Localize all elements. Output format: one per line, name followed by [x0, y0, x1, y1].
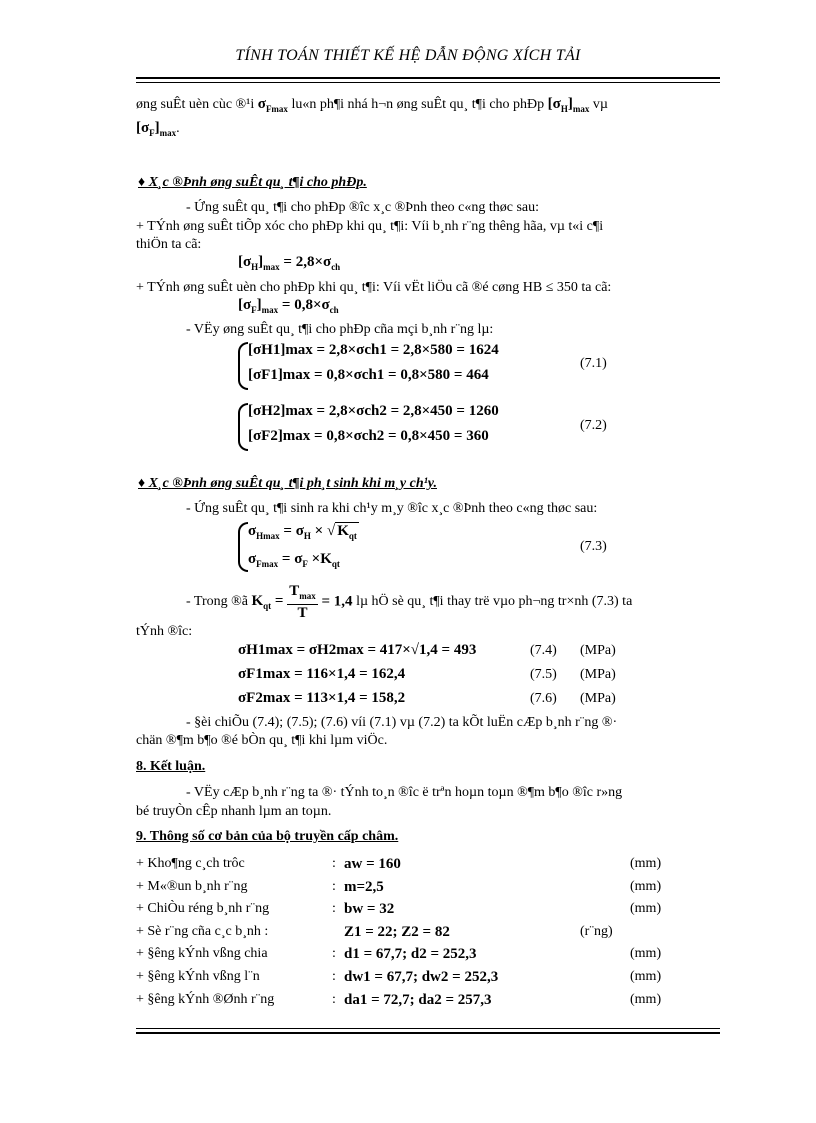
- result-7-4: σH1max = σH2max = 417×√1,4 = 493: [238, 642, 477, 658]
- intro-line-1: [136, 96, 608, 114]
- param-label: + Sè r¨ng cña c¸c b¸nh :: [136, 924, 269, 939]
- page-header-title: TÍNH TOÁN THIẾT KẾ HỆ DẪN ĐỘNG XÍCH TẢI: [235, 47, 581, 64]
- param-label: + ChiÒu réng b¸nh r¨ng: [136, 901, 270, 916]
- eq-7-3-row-2: $\sigma_{Fmax} = \sigma_F \times K_{qt}$: [248, 551, 340, 569]
- fraction-tmax-t: $\frac{T_{max}}{T}$: [289, 583, 316, 621]
- param-unit: (mm): [630, 901, 662, 916]
- eq-7-2-row-1: [σH2]max = 2,8×σch2 = 2,8×450 = 1260: [248, 403, 499, 419]
- formula-sigma-f-max: $[\sigma_F]_{max} = 0,8\times\sigma_{ch}$: [238, 297, 339, 315]
- param-colon: :: [332, 969, 336, 984]
- brace-eq-7-2: [238, 403, 248, 451]
- footer-rule-thin: [136, 1028, 720, 1029]
- param-value: bw = 32: [344, 901, 395, 917]
- overload-p4: - VËy øng suÊt qu¸ t¶i cho phÐp cña mçi b¸nh r¨ng lµ:: [186, 322, 494, 337]
- overload-p1: - Ứng suÊt qu¸ t¶i cho phÐp ®îc x¸c ®Þnh theo c«ng thøc sau:: [186, 200, 540, 215]
- param-value: dw1 = 67,7; dw2 = 252,3: [344, 969, 499, 985]
- param-colon: :: [332, 946, 336, 961]
- eq-7-1-row-1: [σH1]max = 2,8×σch1 = 2,8×580 = 1624: [248, 342, 499, 358]
- eq-7-2-row-2: [σF2]max = 0,8×σch2 = 0,8×450 = 360: [248, 428, 489, 444]
- result-7-4-number: (7.4): [530, 643, 557, 658]
- param-label: + §êng kÝnh vßng chia: [136, 946, 268, 961]
- eq-7-3-number: (7.3): [580, 539, 607, 554]
- overload-p2: + TÝnh øng suÊt tiÕp xóc cho phÐp khi qu¸ t¶i: Víi b¸nh r¨ng thêng hãa, vµ t«i c¶i: [136, 219, 604, 234]
- section-9-heading: 9. Thông số cơ bản của bộ truyền cấp châm.: [136, 829, 399, 844]
- result-7-4-unit: (MPa): [580, 643, 616, 658]
- brace-eq-7-3: [238, 522, 248, 572]
- param-value: aw = 160: [344, 856, 401, 872]
- param-unit: (mm): [630, 946, 662, 961]
- result-7-6-number: (7.6): [530, 691, 557, 706]
- overload-p3: + TÝnh øng suÊt uèn cho phÐp khi qu¸ t¶i: Víi vËt liÖu cã ®é cøng HB ≤ 350 ta cã:: [136, 280, 612, 295]
- peak-p1: - Ứng suÊt qu¸ t¶i sinh ra khi ch¹y m¸y ®îc x¸c ®Þnh theo c«ng thøc sau:: [186, 501, 598, 516]
- formula-sigma-h-max: $[\sigma_H]_{max} = 2,8\times\sigma_{ch}$: [238, 254, 341, 272]
- peak-p2: - Trong ®ã $K_{qt}$ = $\frac{T_{max}}{T}$ = 1,4 lµ hÖ sè qu¸ t¶i thay trë vµo ph¬ng tr×nh (7.3) ta: [186, 583, 633, 621]
- param-label: + §êng kÝnh vßng l¨n: [136, 969, 260, 984]
- eq-7-1-number: (7.1): [580, 356, 607, 371]
- result-7-5-number: (7.5): [530, 667, 557, 682]
- eq-7-1-row-2: [σF1]max = 0,8×σch1 = 0,8×580 = 464: [248, 367, 489, 383]
- section-peak-heading: ♦ X¸c ®Þnh øng suÊt qu¸ t¶i ph¸t sinh khi m¸y ch¹y.: [138, 476, 437, 491]
- peak-p2c: tÝnh ®îc:: [136, 624, 193, 639]
- eq-7-3-row-1: $\sigma_{Hmax} = \sigma_H$ × √ $K_{qt}$: [248, 523, 357, 541]
- param-colon: :: [332, 992, 336, 1007]
- param-label: + M«®un b¸nh r¨ng: [136, 879, 248, 894]
- result-7-5: σF1max = 116×1,4 = 162,4: [238, 666, 406, 682]
- brace-eq-7-1: [238, 342, 248, 390]
- param-unit: (mm): [630, 992, 662, 1007]
- peak-p3a: - §èi chiÕu (7.4); (7.5); (7.6) víi (7.1) vµ (7.2) ta kÕt luËn cÆp b¸nh r¨ng ®·: [186, 715, 618, 730]
- overload-p2b: thiÖn ta cã:: [136, 237, 202, 252]
- intro-text-b: lu«n ph¶i nhá h¬n øng suÊt qu¸ t¶i cho phÐp: [287, 97, 548, 112]
- result-7-6: σF2max = 113×1,4 = 158,2: [238, 690, 406, 706]
- eq-7-2-number: (7.2): [580, 418, 607, 433]
- param-unit: (r¨ng): [580, 924, 613, 939]
- intro-text-c: vµ: [589, 97, 608, 112]
- param-value: d1 = 67,7; d2 = 252,3: [344, 946, 477, 962]
- param-value: Z1 = 22; Z2 = 82: [344, 924, 450, 940]
- section-8-p2: bé truyÒn cÊp nhanh lµm an toµn.: [136, 804, 332, 819]
- section-8-heading: 8. Kết luận.: [136, 759, 206, 774]
- param-label: + Kho¶ng c¸ch trôc: [136, 856, 245, 871]
- param-colon: :: [332, 901, 336, 916]
- sigma-f-max-bracket: $[\sigma_F]_{max}$: [136, 120, 177, 138]
- param-colon: :: [332, 856, 336, 871]
- param-value: da1 = 72,7; da2 = 257,3: [344, 992, 492, 1008]
- param-label: + §êng kÝnh ®Ønh r¨ng: [136, 992, 275, 1007]
- sigma-h-max-bracket: $[\sigma_H]_{max}$: [547, 96, 590, 114]
- section-overload-heading: ♦ X¸c ®Þnh øng suÊt qu¸ t¶i cho phÐp.: [138, 175, 367, 190]
- sigma-fmax: $\sigma_{Fmax}$: [257, 96, 288, 114]
- header-rule-thick: [136, 77, 720, 79]
- intro-text-a: øng suÊt uèn cùc ®¹i: [136, 97, 258, 112]
- param-unit: (mm): [630, 879, 662, 894]
- footer-rule-thick: [136, 1032, 720, 1034]
- peak-p3b: chän ®¶m b¶o ®é bÒn qu¸ t¶i khi lµm viÖc.: [136, 733, 388, 748]
- intro-line-2: $[\sigma_F]_{max}$.: [136, 120, 180, 138]
- param-unit: (mm): [630, 856, 662, 871]
- param-value: m=2,5: [344, 879, 384, 895]
- param-unit: (mm): [630, 969, 662, 984]
- param-colon: :: [332, 879, 336, 894]
- result-7-5-unit: (MPa): [580, 667, 616, 682]
- section-8-p1: - VËy cÆp b¸nh r¨ng ta ®· tÝnh to¸n ®îc ë trªn hoµn toµn ®¶m b¶o ®îc r»ng: [186, 785, 623, 800]
- header-rule-thin: [136, 82, 720, 83]
- result-7-6-unit: (MPa): [580, 691, 616, 706]
